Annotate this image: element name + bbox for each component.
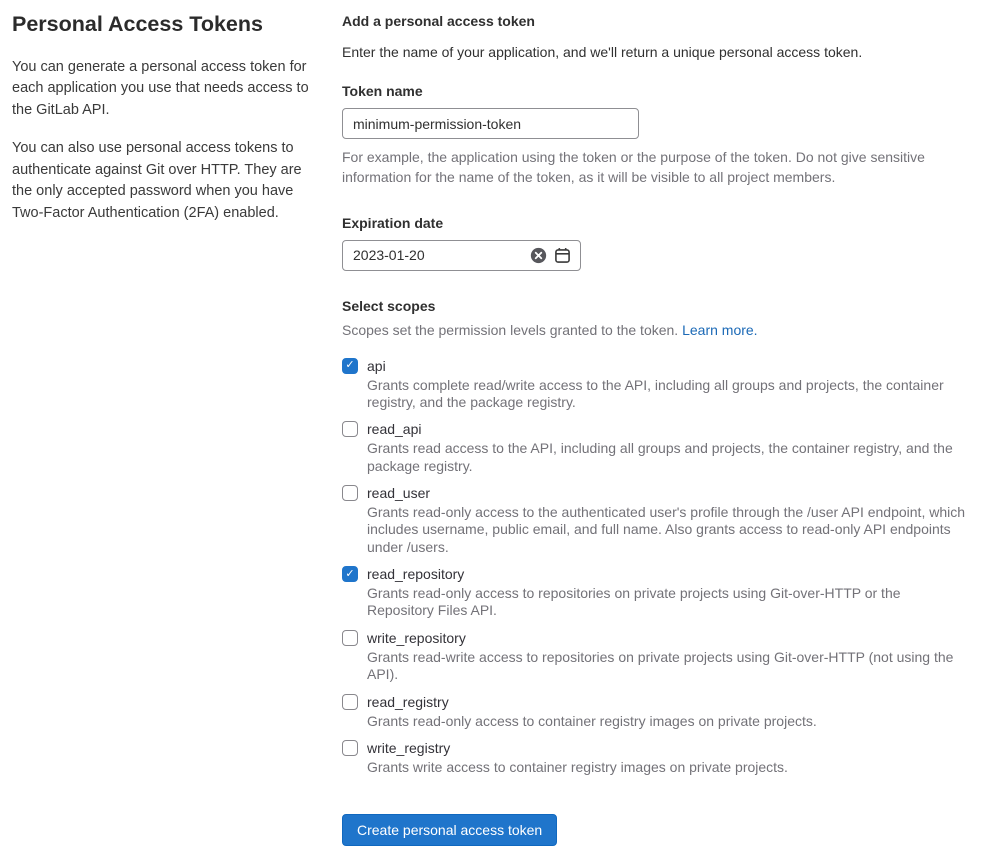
scope-label[interactable]: read_api (367, 421, 422, 438)
scope-head (342, 485, 974, 501)
scope-checkbox[interactable] (342, 566, 358, 582)
scope-checkbox[interactable] (342, 358, 358, 374)
scope-description: Grants read-only access to repositories on private projects using Git-over-HTTP or the Repository Files API. (367, 585, 901, 619)
scope-description: Grants write access to container registry images on private projects. (367, 758, 788, 775)
circle-x-icon (530, 247, 547, 264)
scope-description: Grants read-only access to the authenticated user's profile through the /user API endpoint, which includes username, public email, and full name. Also grants access to read-only API endpoints under /users. (367, 504, 966, 555)
scope-checkbox[interactable] (342, 694, 358, 710)
add-token-form (342, 12, 974, 864)
scope-head (342, 566, 974, 582)
open-calendar-button[interactable] (552, 245, 572, 265)
scope-head (342, 630, 974, 646)
scope-head (342, 694, 974, 710)
form-heading: Add a personal access token (342, 13, 535, 29)
scope-checkbox[interactable] (342, 421, 358, 437)
page-title: Personal Access Tokens (12, 12, 263, 36)
scope-row (342, 694, 974, 730)
scope-label[interactable]: write_repository (367, 629, 466, 646)
scope-label[interactable]: read_user (367, 485, 431, 502)
expiration-date-value[interactable]: 2023-01-20 (353, 247, 425, 264)
expiration-date-field[interactable] (342, 240, 581, 271)
scope-row (342, 566, 974, 620)
learn-more-link[interactable]: Learn more. (682, 321, 758, 338)
token-name-input[interactable] (342, 108, 639, 139)
form-subheading: Enter the name of your application, and we'll return a unique personal access token. (342, 44, 863, 60)
scope-list (342, 358, 974, 777)
scope-label[interactable]: api (367, 357, 386, 374)
scope-description: Grants complete read/write access to the API, including all groups and projects, the container registry, and the package registry. (367, 376, 944, 410)
scope-checkbox[interactable] (342, 630, 358, 646)
scope-head (342, 740, 974, 756)
select-scopes-label: Select scopes (342, 297, 436, 314)
scope-row (342, 485, 974, 556)
calendar-icon (554, 247, 571, 264)
scope-checkbox[interactable] (342, 485, 358, 501)
scope-label[interactable]: write_registry (367, 739, 451, 756)
scope-label[interactable]: read_repository (367, 566, 465, 583)
scope-row (342, 740, 974, 776)
expiration-date-label: Expiration date (342, 214, 444, 231)
token-name-label: Token name (342, 83, 423, 99)
intro-paragraph-1: You can generate a personal access token for each application you use that needs access to the GitLab API. (12, 59, 309, 118)
scope-head (342, 358, 974, 374)
scope-row (342, 421, 974, 475)
scope-label[interactable]: read_registry (367, 693, 449, 710)
scopes-help-text (342, 322, 974, 338)
scope-description: Grants read access to the API, including all groups and projects, the container registry, and the package registry. (367, 440, 953, 474)
token-name-help: For example, the application using the token or the purpose of the token. Do not give sensitive information for the name of the token, as it will be visible to all project members. (342, 149, 925, 186)
scope-head (342, 421, 974, 437)
clear-date-button[interactable] (528, 245, 548, 265)
scope-description: Grants read-write access to repositories on private projects using Git-over-HTTP (not using the API). (367, 648, 954, 683)
scope-row (342, 630, 974, 684)
scope-checkbox[interactable] (342, 740, 358, 756)
create-token-button[interactable]: Create personal access token (342, 814, 557, 846)
intro-paragraph-2: You can also use personal access tokens to authenticate against Git over HTTP. They are the only accepted password when you have Two-Factor Authentication (2FA) enabled. (12, 140, 302, 221)
settings-description-column (12, 12, 317, 864)
scopes-help-sentence: Scopes set the permission levels granted to the token. (342, 321, 679, 338)
scope-row (342, 358, 974, 412)
scope-description: Grants read-only access to container registry images on private projects. (367, 712, 817, 729)
